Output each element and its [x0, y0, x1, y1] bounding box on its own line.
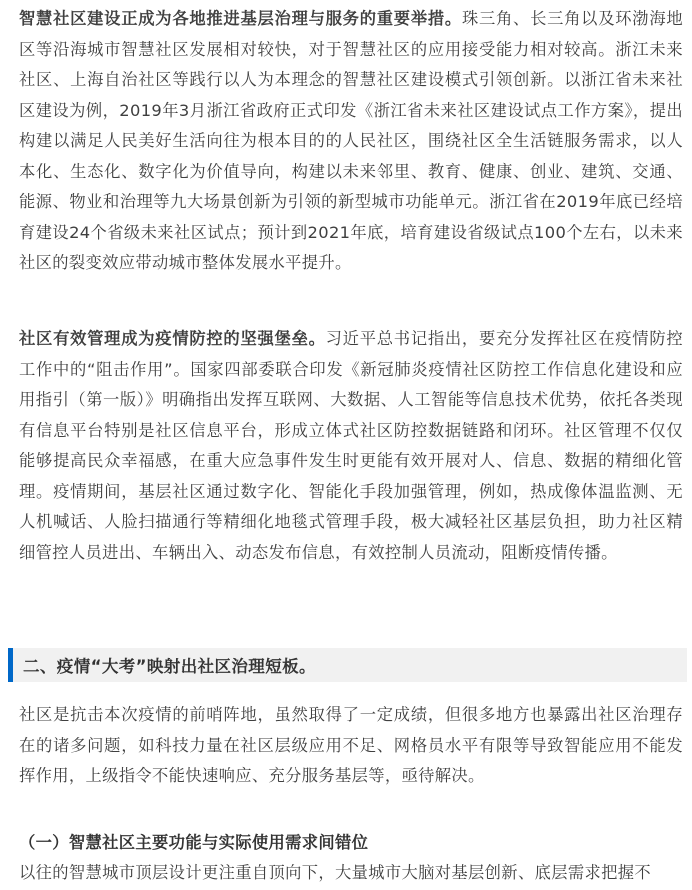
paragraph-community-issues: 社区是抗击本次疫情的前哨阵地，虽然取得了一定成绩，但很多地方也暴露出社区治理存在的诸多问题，如科技力量在社区层级应用不足、网格员水平有限等导致智能应用不能发挥作用，上级指令不能快速响应、充分服务基层等，亟待解决。 — [19, 705, 683, 785]
subheading: （一）智慧社区主要功能与实际使用需求间错位 — [19, 833, 369, 852]
section-heading — [8, 648, 687, 682]
paragraph-epidemic-control — [19, 324, 683, 568]
paragraph-body: 珠三角、长三角以及环渤海地区等沿海城市智慧社区发展相对较快，对于智慧社区的应用接受能力相对较高。浙江未来社区、上海自治社区等践行以人为本理念的智慧社区建设模式引领创新。以浙江省未来社区建设为例，2019年3月浙江省政府正式印发《浙江省未来社区建设试点工作方案》，提出构建以满足人民美好生活向往为根本目的的人民社区，围绕社区全生活链服务需求，以人本化、生态化、数字化为价值导向，构建以未来邻里、教育、健康、创业、建筑、交通、能源、物业和治理等九大场景创新为引领的新型城市功能单元。浙江省在2019年底已经培育建设24个省级未来社区试点；预计到2021年底，培育建设省级试点100个左右，以未来社区的裂变效应带动城市整体发展水平提升。 — [19, 9, 683, 272]
heading-accent-bar — [8, 648, 13, 682]
paragraph-lead: 智慧社区建设正成为各地推进基层治理与服务的重要举措。 — [19, 9, 462, 28]
paragraph-lead: 社区有效管理成为疫情防控的坚强堡垒。 — [19, 329, 326, 348]
section-heading-text: 二、疫情“大考”映射出社区治理短板。 — [23, 657, 316, 676]
paragraph-smart-community — [19, 4, 683, 279]
paragraph-body: 习近平总书记指出，要充分发挥社区在疫情防控工作中的“阻击作用”。国家四部委联合印发《新冠肺炎疫情社区防控工作信息化建设和应用指引（第一版）》明确指出发挥互联网、大数据、人工智能等信息技术优势，依托各类现有信息平台特别是社区信息平台，形成立体式社区防控数据链路和闭环。社区管理不仅仅能够提高民众幸福感，在重大应急事件发生时更能有效开展对人、信息、数据的精细化管理。疫情期间，基层社区通过数字化、智能化手段加强管理，例如，热成像体温监测、无人机喊话、人脸扫描通行等精细化地毯式管理手段，极大减轻社区基层负担，助力社区精细管控人员进出、车辆出入、动态发布信息，有效控制人员流动，阻断疫情传播。 — [19, 329, 683, 562]
paragraph-top-down-design: 以往的智慧城市顶层设计更注重自顶向下，大量城市大脑对基层创新、底层需求把握不 — [19, 863, 651, 882]
